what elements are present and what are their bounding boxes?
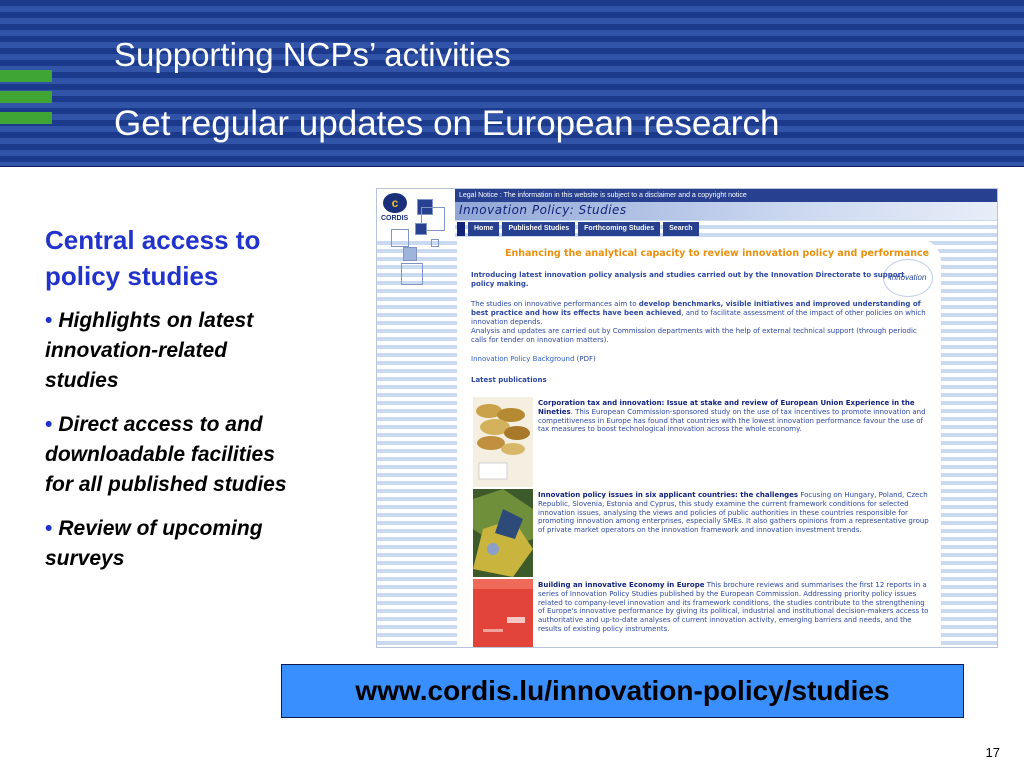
- publication-title[interactable]: Innovation policy issues in six applicant countries: the challenges: [538, 491, 799, 499]
- site-heading: Enhancing the analytical capacity to review innovation policy and performance: [505, 248, 930, 259]
- nav-search[interactable]: Search: [663, 222, 698, 236]
- nav-forthcoming-studies[interactable]: Forthcoming Studies: [578, 222, 660, 236]
- bullet-item: [45, 514, 305, 574]
- site-intro: Introducing latest innovation policy analysis and studies carried out by the Innovation Directorate to support policy making.: [471, 271, 905, 288]
- decor-square: [391, 229, 409, 247]
- puzzle-thumbnail: [473, 489, 533, 577]
- decor-square: [431, 239, 439, 247]
- latest-publications-heading: Latest publications: [471, 376, 547, 384]
- url-box: [281, 664, 964, 718]
- site-content: [457, 239, 941, 648]
- section-heading: Central access to policy studies: [45, 225, 261, 291]
- bullet-text: Review of upcoming surveys: [45, 517, 263, 570]
- publication-title[interactable]: Building an innovative Economy in Europe: [538, 581, 705, 589]
- background-link[interactable]: [471, 355, 596, 364]
- slide-subtitle: Get regular updates on European research: [114, 104, 780, 143]
- decor-square: [401, 263, 423, 285]
- publication-item: [538, 581, 930, 634]
- publication-item: [538, 491, 930, 535]
- bullet-dot: •: [45, 309, 53, 332]
- publication-text: . This European Commission-sponsored study on the use of tax incentives to promote innovation and competitiveness in Europe has found that countries with the lowest innovation performance favour the use of tax measures to boost technological innovation across the whole economy.: [538, 407, 926, 434]
- banner-title: Innovation Policy: Studies: [459, 203, 627, 217]
- bullet-item: [45, 306, 305, 396]
- page-number: 17: [985, 745, 1000, 760]
- decor-square: [415, 223, 427, 235]
- link-note: (PDF): [574, 355, 596, 363]
- slide-header: [0, 0, 1024, 167]
- para-text: The studies on innovative performances aim to: [471, 300, 639, 308]
- url-text[interactable]: www.cordis.lu/innovation-policy/studies: [355, 675, 890, 706]
- website-screenshot: [376, 188, 998, 648]
- bullet-text: Highlights on latest innovation-related studies: [45, 309, 254, 392]
- cordis-logo-icon: c: [383, 193, 407, 213]
- para-text: , and to facilitate assessment of the impact of other policies on which innovation depends.: [471, 308, 926, 326]
- cordis-logo-text: CORDIS: [381, 215, 409, 222]
- bullet-item: [45, 410, 305, 500]
- green-bar: [0, 112, 52, 124]
- nav-published-studies[interactable]: Published Studies: [502, 222, 575, 236]
- site-banner: [455, 202, 997, 220]
- publication-text: This brochure reviews and summarises the first 12 reports in a series of Innovation Policy Studies published by the European Commission. Addressing priority policy issues related to company-level innovation and its framework conditions, the studies contribute to the strengthening of Europe's innovative performance by giving its political, industrial and institutional decision-makers access to authoritative and up-to-date analyses of current innovation activity, emerging barriers and needs, and the results of existing policy instruments.: [538, 581, 929, 633]
- publication-item: [538, 399, 930, 434]
- slide-title: Supporting NCPs’ activities: [114, 36, 511, 73]
- green-bar: [0, 70, 52, 82]
- nav-home[interactable]: Home: [468, 222, 499, 236]
- site-paragraph: Analysis and updates are carried out by Commission departments with the help of external technical support (through periodic calls for tender on innovation matters).: [471, 327, 917, 344]
- publication-text: Focusing on Hungary, Poland, Czech Republic, Slovenia, Estonia and Cyprus, this study examine the current framework conditions for selected innovation issues, analysing the views and policies of public authorities in these countries responsible for promoting innovation among enterprises, especially SMEs. It also gathers opinions from a representative group of private market operators on the innovation framework and innovation investment trends.: [538, 491, 929, 535]
- decor-square: [403, 247, 417, 261]
- bullet-dot: •: [45, 517, 53, 540]
- link-text[interactable]: Innovation Policy Background: [471, 355, 575, 363]
- green-bar: [0, 91, 52, 103]
- publication-title[interactable]: Corporation tax and innovation: Issue at stake and review of European Union Experience in the Nineties: [538, 399, 915, 416]
- para-bold: develop benchmarks, visible initiatives and improved understanding of best practice and how its effects have been achieved: [471, 300, 921, 317]
- innovation-logo: Innovation: [883, 259, 933, 297]
- coins-thumbnail: [473, 397, 533, 487]
- red-brochure-thumbnail: [473, 579, 533, 648]
- bullet-dot: •: [45, 413, 53, 436]
- site-paragraph: [471, 300, 933, 326]
- nav-marker: [457, 222, 465, 236]
- legal-notice: Legal Notice : The information in this website is subject to a disclaimer and a copyright notice: [455, 189, 997, 202]
- left-text-column: [45, 222, 305, 588]
- bullet-text: Direct access to and downloadable facilities for all published studies: [45, 413, 287, 496]
- site-nav: [457, 222, 699, 236]
